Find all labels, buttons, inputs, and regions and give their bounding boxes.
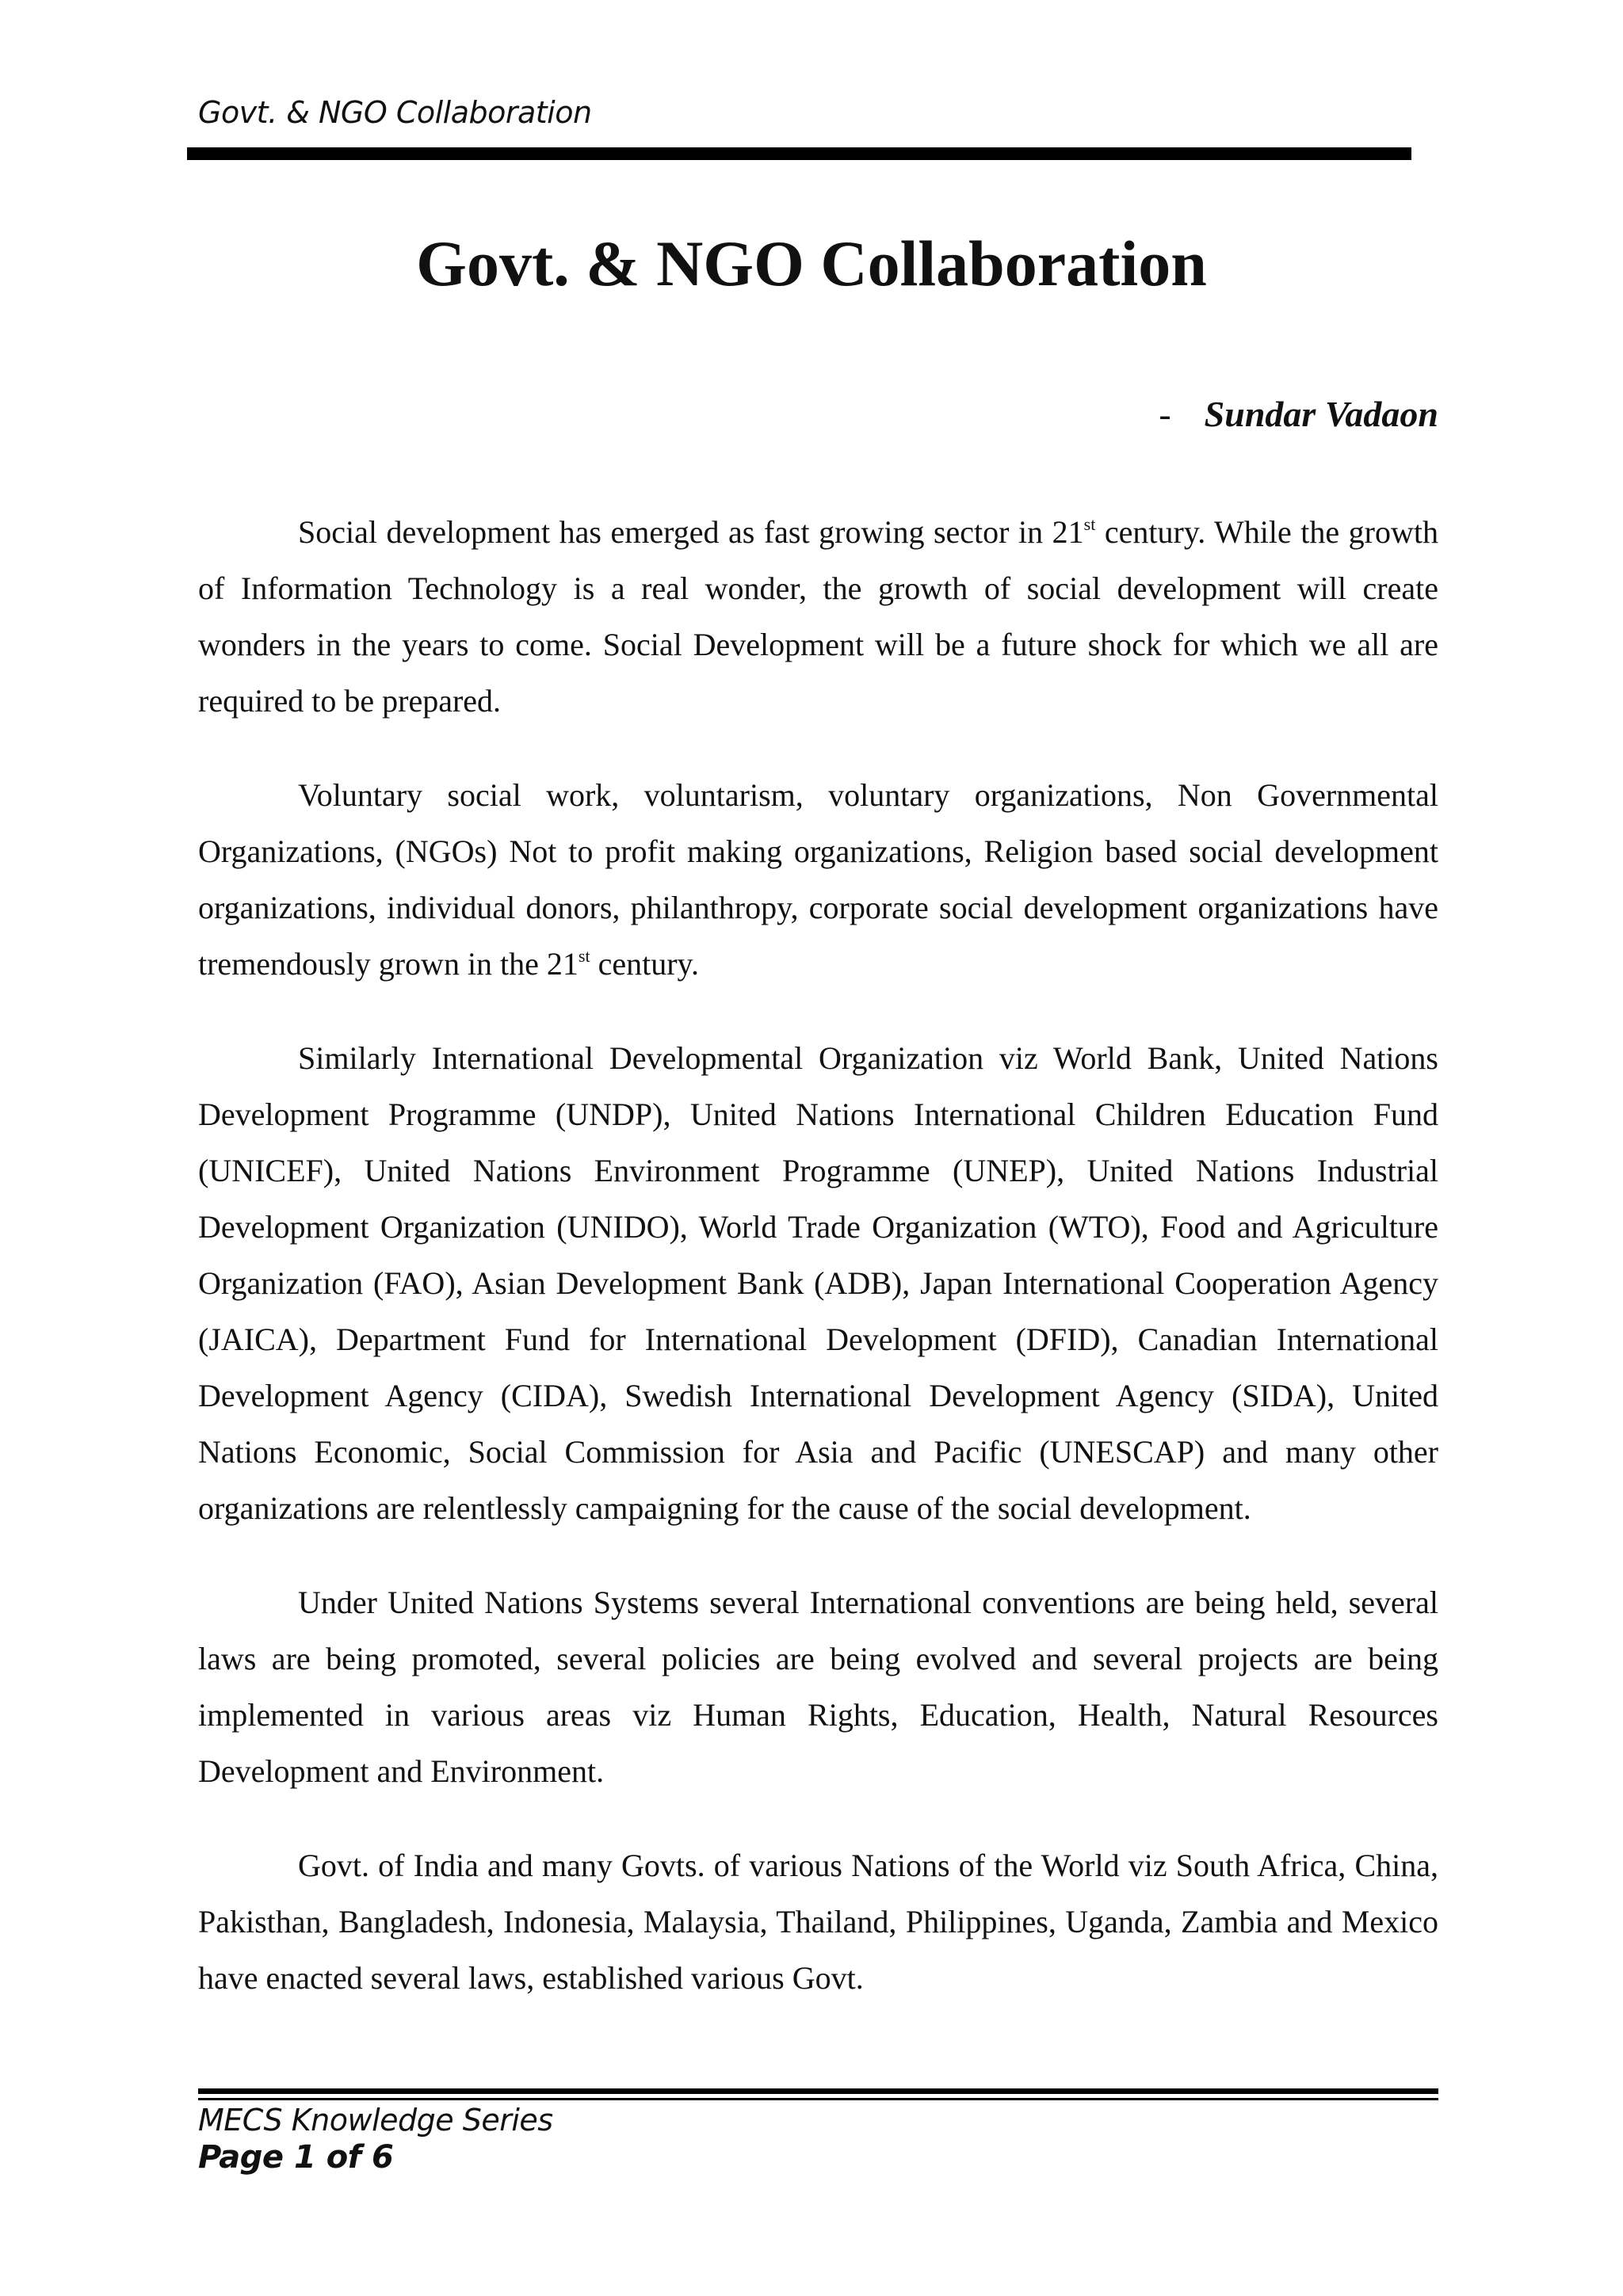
ordinal-suffix: st — [578, 946, 590, 966]
ordinal-suffix: st — [1083, 514, 1096, 534]
footer-rule-thin — [198, 2098, 1438, 2100]
document-title: Govt. & NGO Collaboration — [416, 227, 1207, 299]
byline — [1159, 393, 1438, 435]
footer-rule — [198, 2088, 1438, 2094]
paragraph-text: century. — [590, 946, 699, 982]
author-name: Sundar Vadaon — [1204, 394, 1438, 434]
page-number: Page 1 of 6 — [198, 2139, 394, 2176]
paragraph-text: century. While the growth of Information Technology is a real wonder, the growth of social development will create wonders in the years to come. Social Development will be a future shock for which we all are required to be prepared. — [198, 514, 1439, 719]
paragraph-4: Under United Nations Systems several International conventions are being held, several laws are being promoted, several policies are being evolved and several projects are being implemented in various areas viz Human Rights, Education, Health, Natural Resources Development and Environment. — [198, 1585, 1438, 1789]
footer-series-name: MECS Knowledge Series — [198, 2103, 553, 2138]
byline-dash: - — [1159, 394, 1171, 434]
paragraph-text: Voluntary social work, voluntarism, voluntary organizations, Non Governmental Organizations, (NGOs) Not to profit making organizations, Religion based social development organizations, individual donors, philanthropy, corporate social development organizations have tremendously grown in the 21 — [198, 777, 1438, 982]
header-rule — [187, 147, 1411, 160]
running-header: Govt. & NGO Collaboration — [198, 95, 592, 130]
paragraph-5: Govt. of India and many Govts. of various Nations of the World viz South Africa, China, Pakisthan, Bangladesh, Indonesia, Malaysia, Thailand, Philippines, Uganda, Zambia and Mexico have enacted several laws, established various Govt. — [198, 1848, 1438, 1996]
paragraph-3: Similarly International Developmental Organization viz World Bank, United Nations Development Programme (UNDP), United Nations International Children Education Fund (UNICEF), United Nations Environment Programme (UNEP), United Nations Industrial Development Organization (UNIDO), World Trade Organization (WTO), Food and Agriculture Organization (FAO), Asian Development Bank (ADB), Japan International Cooperation Agency (JAICA), Department Fund for International Development (DFID), Canadian International Development Agency (CIDA), Swedish International Development Agency (SIDA), United Nations Economic, Social Commission for Asia and Pacific (UNESCAP) and many other organizations are relentlessly campaigning for the cause of the social development. — [198, 1040, 1438, 1526]
paragraph-text: Social development has emerged as fast growing sector in 21 — [298, 514, 1084, 550]
paragraph-2 — [198, 767, 1438, 992]
paragraph-1 — [198, 504, 1438, 729]
body-text — [198, 504, 1438, 2044]
